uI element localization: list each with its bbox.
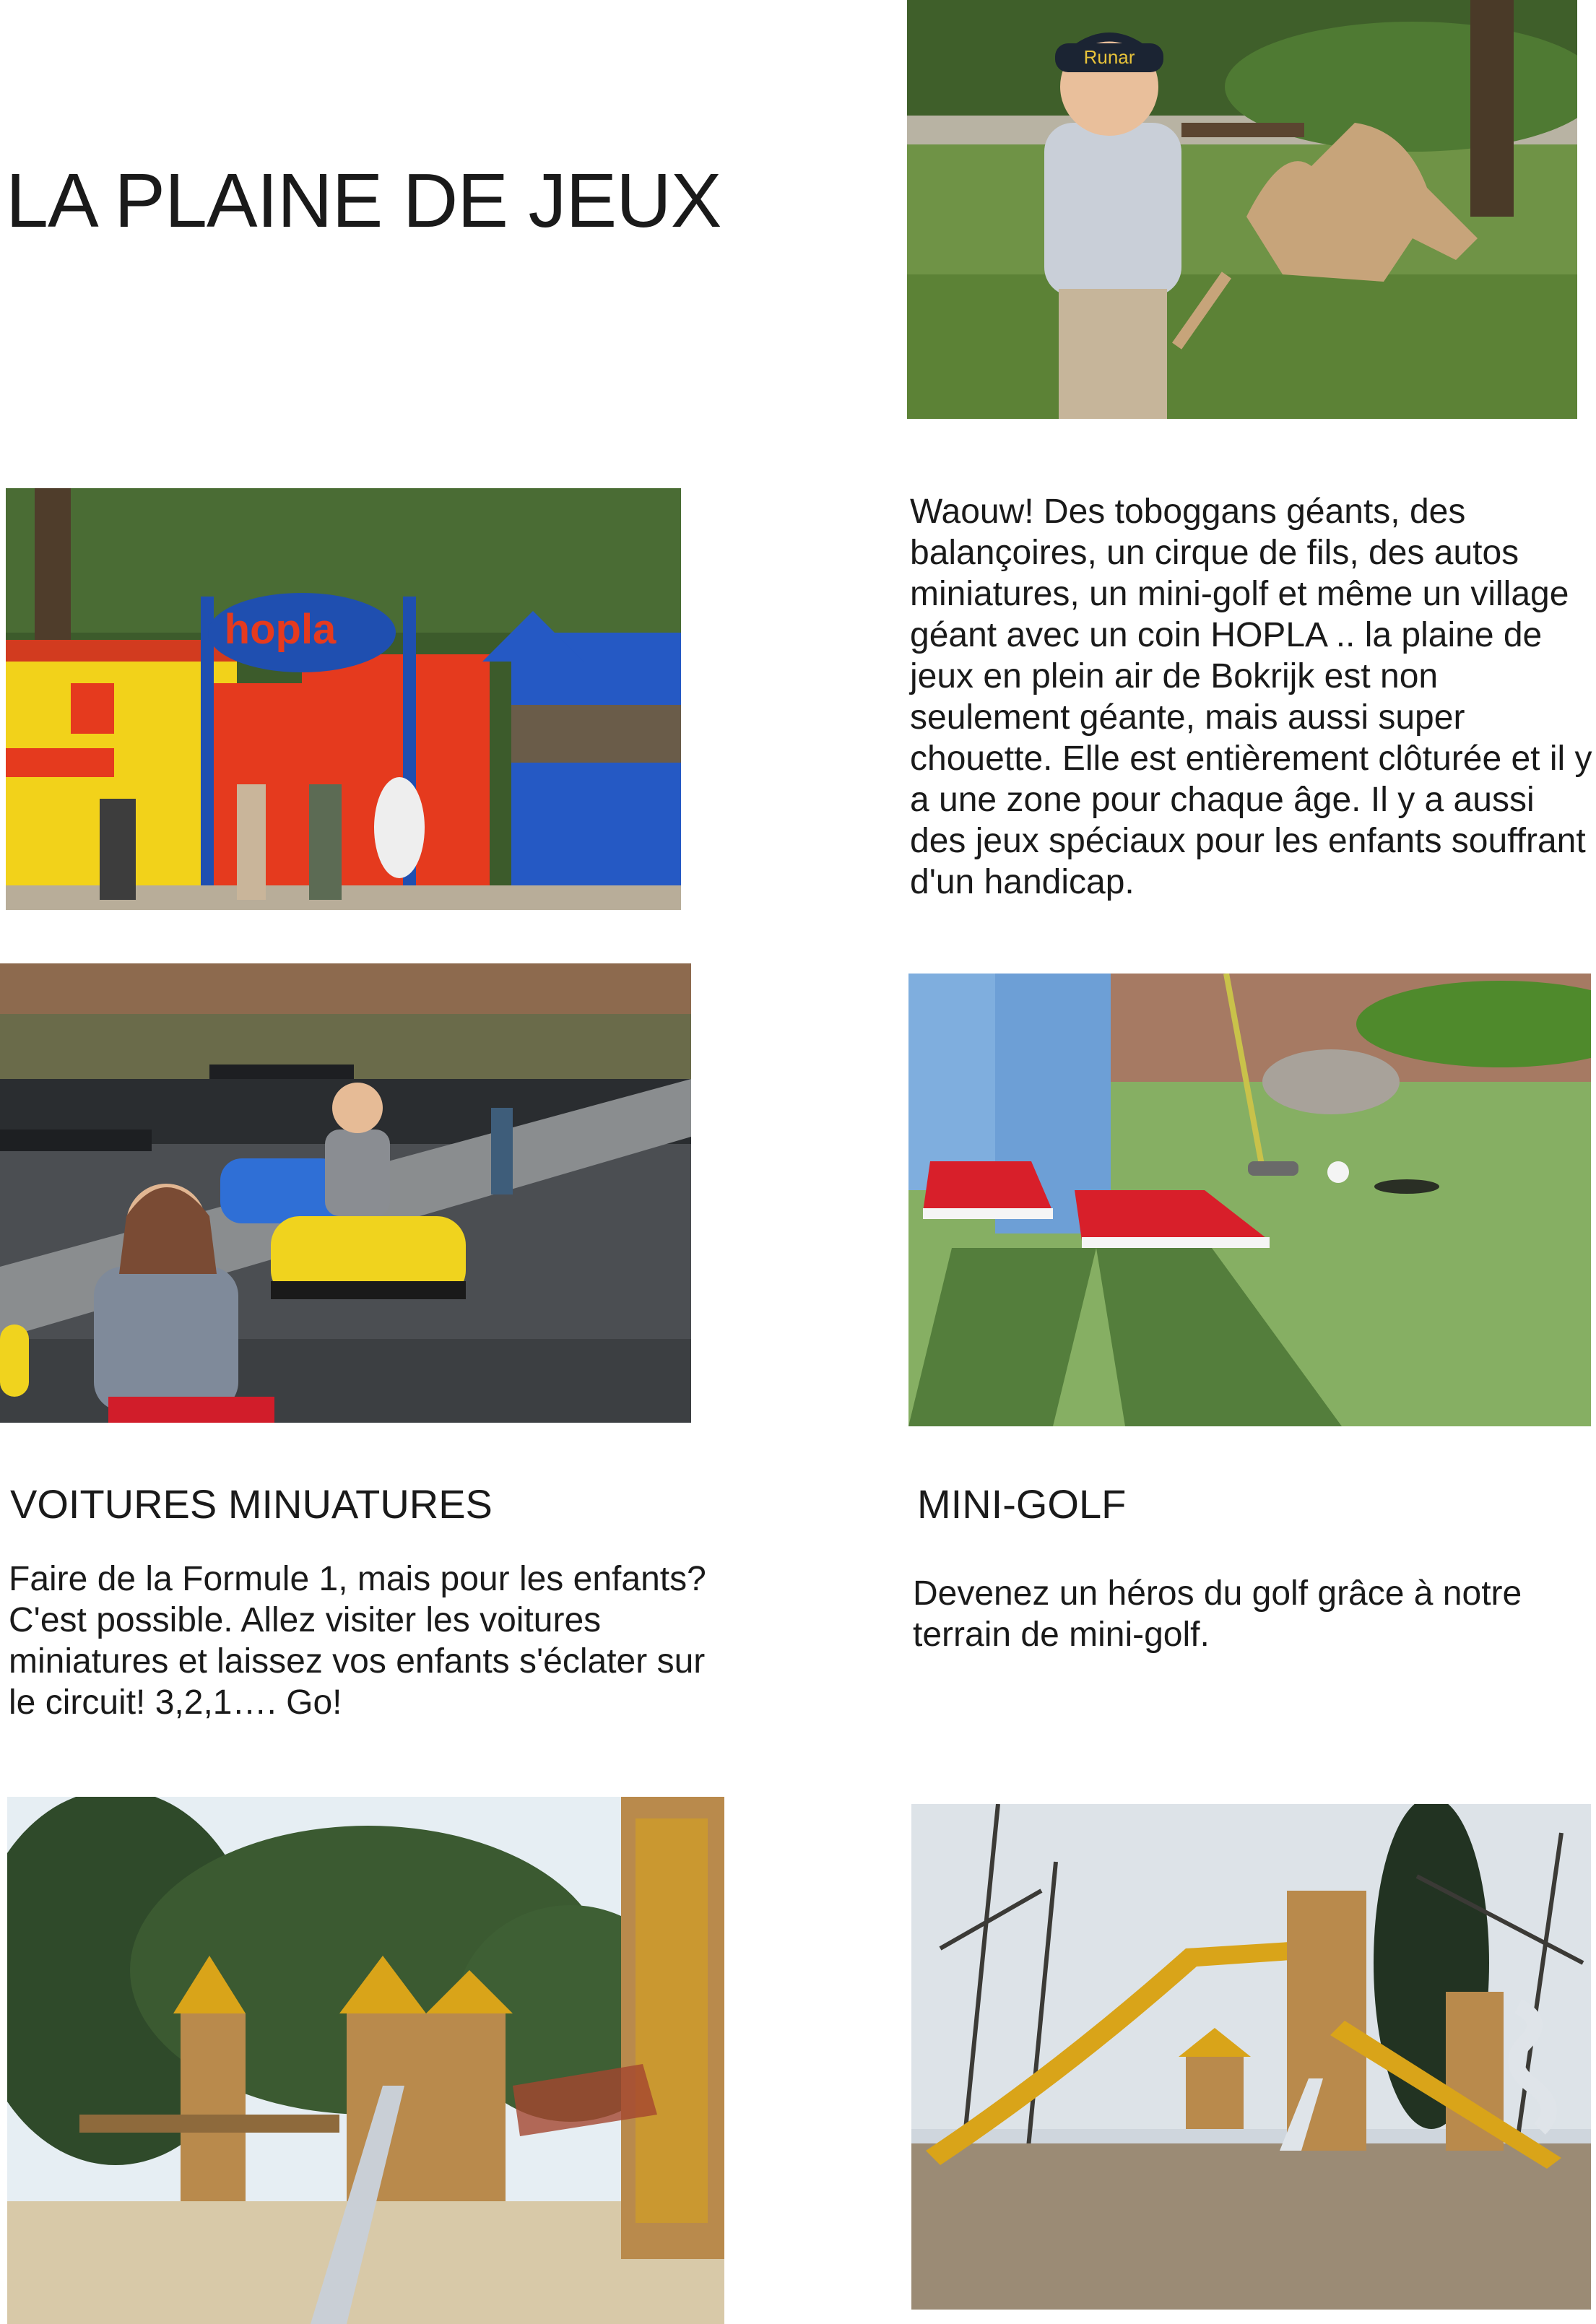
golf-heading: MINI-GOLF — [917, 1481, 1127, 1527]
cars-heading: VOITURES MINUATURES — [10, 1481, 493, 1527]
cap-text: Runar — [1083, 46, 1135, 68]
cars-text: Faire de la Formule 1, mais pour les enfants? C'est possible. Allez visiter les voitures miniatures et laissez vos enfants s'éclater sur le circuit! 3,2,1…. Go! — [9, 1560, 706, 1722]
photo-wooden-playground — [7, 1797, 724, 2324]
hopla-sign-text: hopla — [224, 606, 337, 653]
photo-boy-hobby-horse — [907, 0, 1577, 419]
photo-mini-cars — [0, 963, 691, 1423]
golf-text: Devenez un héros du golf grâce à notre terrain de mini-golf. — [913, 1574, 1522, 1654]
photo-hopla-entrance — [6, 488, 681, 910]
intro-text: Waouw! Des toboggans géants, des balançoires, un cirque de fils, des autos miniatures, un mini-golf et même un village géant avec un coin HOPLA .. la plaine de jeux en plein air de Bokrijk est non seulement géante, mais aussi super chouette. Elle est entièrement clôturée et il y a une zone pour chaque âge. Il y a aussi des jeux spéciaux pour les enfants souffrant d'un handicap. — [910, 493, 1592, 901]
page-title: LA PLAINE DE JEUX — [6, 158, 721, 243]
photo-mini-golf — [908, 974, 1591, 1426]
photo-yellow-slides — [911, 1804, 1591, 2310]
